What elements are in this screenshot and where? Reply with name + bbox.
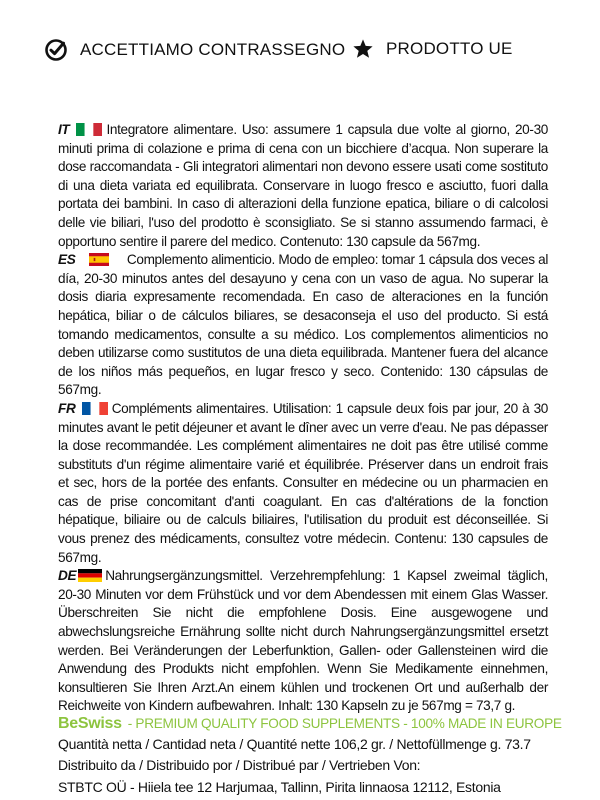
lang-code-it: IT	[58, 122, 70, 137]
star-icon	[352, 38, 374, 60]
check-circle-icon	[44, 38, 68, 62]
brand-tagline: - PREMIUM QUALITY FOOD SUPPLEMENTS - 100% MADE IN EUROPE	[127, 716, 562, 731]
net-quantity: Quantità netta / Cantidad neta / Quantité nette 106,2 gr. / Nettofüllmenge g. 73.7	[58, 736, 531, 752]
brand-name: BeSwiss	[58, 715, 122, 732]
section-de	[58, 567, 548, 716]
section-es	[58, 251, 548, 400]
germany-flag-icon	[78, 569, 102, 582]
distributor-address: STBTC OÜ - Hiiela tee 12 Harjumaa, Tallinn, Pirita linnaosa 12112, Estonia	[58, 779, 501, 795]
cod-badge	[44, 38, 345, 62]
section-de-text: Nahrungsergänzungsmittel. Verzehrempfehlung: 1 Kapsel zweimal täglich, 20-30 Minuten vor dem Frühstück und vor dem Abendessen mit einem Glas Wasser. Überschreiten Sie nicht die empfohlene Dosis. Eine ausgewogene und abwechslungsreiche Ernährung sollte nicht durch Nahrungsergänzungsmittel ersetzt werden. Bei Veränderungen der Leberfunktion, Gallen- oder Gallensteinen wird die Anwendung des Produkts nicht empfohlen. Wenn Sie Medikamente einnehmen, konsultieren Sie Ihren Arzt.An einem kühlen und trockenen Ort und außerhalb der Reichweite von Kindern aufbewahren. Inhalt: 130 Kapseln zu je 567mg = 73,7 g.	[58, 568, 548, 714]
section-fr	[58, 400, 548, 567]
label-text	[58, 121, 548, 716]
distributor-label: Distribuito da / Distribuido por / Distribué par / Vertrieben Von:	[58, 757, 421, 773]
lang-code-de: DE	[58, 568, 77, 584]
france-flag-icon	[82, 402, 108, 415]
section-it-text: Integratore alimentare. Uso: assumere 1 capsula due volte al giorno, 20-30 minuti prima di colazione e prima di cena con un bicchiere d’acqua. Non superare la dose raccomandata - Gli integratori alimentari non devono essere usati come sostituto di una dieta variata ed equilibrata. Conservare in luogo fresco e asciutto, fuori dalla portata dei bambini. In caso di alterazioni della funzione epatica, biliare o di calcolosi delle vie biliari, l'uso del prodotto è sconsigliato. Se si stanno assumendo farmaci, è opportuno sentire il parere del medico. Contenuto: 130 capsule da 567mg.	[58, 122, 548, 249]
brand-line	[58, 715, 578, 733]
lang-code-fr: FR	[58, 400, 76, 416]
eu-badge-label: PRODOTTO UE	[386, 39, 513, 58]
section-es-text: Complemento alimenticio. Modo de empleo: tomar 1 cápsula dos veces al día, 20-30 minutos antes del desayuno y cena con un vaso de agua. No superar la dosis diaria expresamente recomendada. En caso de alteraciones en la función hepática, biliar o de cálculos biliares, se desaconseja el uso del producto. Si está tomando medicamentos, consulte a su médico. Los complementos alimenticios no deben utilizarse como sustitutos de una dieta equilibrada. Mantener fuera del alcance de los niños más pequeños, en lugar fresco y seco. Contenido: 130 cápsulas de 567mg.	[58, 252, 548, 398]
eu-badge	[352, 38, 513, 60]
cod-badge-label: ACCETTIAMO CONTRASSEGNO	[80, 40, 346, 59]
header-bar	[0, 0, 600, 100]
spain-flag-icon	[89, 253, 109, 266]
section-fr-text: Compléments alimentaires. Utilisation: 1 capsule deux fois par jour, 20 à 30 minutes avant le petit déjeuner et avant le dîner avec un verre d'eau. Ne pas dépasser la dose recommandée. Les complément alimentaires ne doit pas être utilisé comme substituts d'un régime alimentaire varié et équilibrée. Préserver dans un endroit frais et sec, hors de la portée des enfants. Consulter en médecine ou un pharmacien en cas de prise concomitant d'anti coagulant. En cas d'altérations de la fonction hépatique, biliaire ou de calculs biliaires, l'utilisation du produit est déconseillée. Si vous prenez des médicaments, consultez votre médecin. Contenu: 130 capsules de 567mg.	[58, 400, 548, 565]
section-it	[58, 121, 548, 251]
lang-code-es: ES	[58, 252, 76, 268]
italy-flag-icon	[76, 123, 102, 136]
